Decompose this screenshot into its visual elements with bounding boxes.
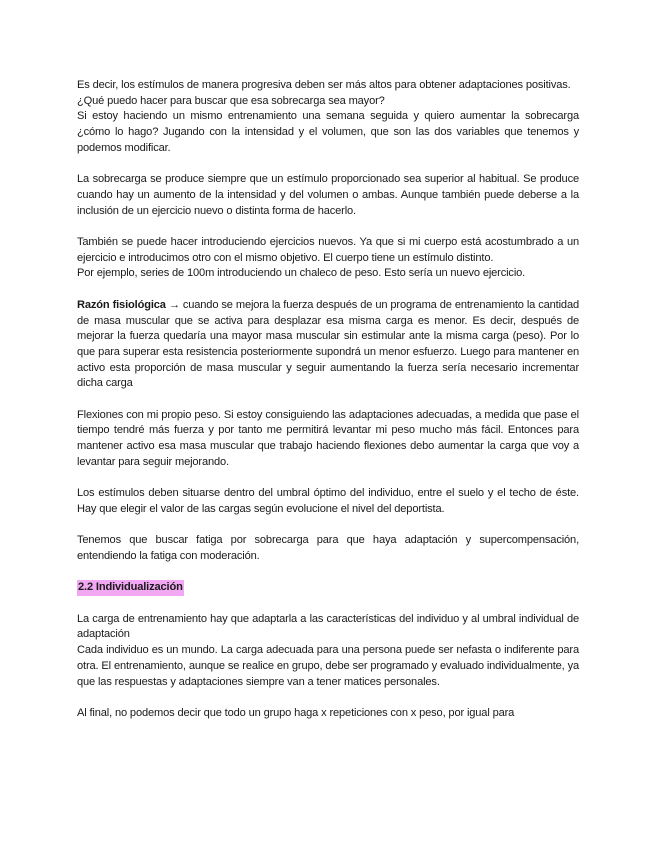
physiological-reason-label: Razón fisiológica bbox=[77, 298, 166, 311]
paragraph-overload-definition: La sobrecarga se produce siempre que un estímulo proporcionado sea superior al habitual. Se produce cuando hay un aumento de la intensidad y del volumen o ambas. Aunque también puede deberse a la inclusión de un ejercicio nuevo o distinta forma de hacerlo. bbox=[77, 173, 579, 217]
physiological-reason-text: → cuando se mejora la fuerza después de un programa de entrenamiento la cantidad de masa muscular que se activa para desplazar esa misma carga es menor. Es decir, después de mejorar la fuerza quedaría una mayor masa muscular sin estimular ante la misma carga (peso). Por lo que para superar esta resistencia posteriormente supondrá un menor esfuerzo. Luego para mantener en activo esta proporción de masa muscular y seguir aumentando la fuerza sería necesario incrementar dicha carga bbox=[77, 298, 579, 390]
section-heading-individualization: 2.2 Individualización bbox=[77, 580, 184, 596]
spacer bbox=[77, 219, 579, 235]
paragraph-optimal-threshold: Los estímulos deben situarse dentro del umbral óptimo del individuo, entre el suelo y el techo de éste. Hay que elegir el valor de las cargas según evolucione el nivel del deportista. bbox=[77, 487, 579, 515]
paragraph-training-load: La carga de entrenamiento hay que adaptarla a las características del individuo y al umbral individual de adaptación bbox=[77, 612, 579, 641]
spacer bbox=[77, 392, 579, 408]
spacer bbox=[77, 690, 579, 706]
spacer bbox=[77, 282, 579, 298]
spacer bbox=[77, 518, 579, 534]
paragraph-question: ¿Qué puedo hacer para buscar que esa sobrecarga sea mayor? bbox=[77, 94, 385, 107]
paragraph-physiological-reason bbox=[77, 298, 579, 392]
paragraph-pushups: Flexiones con mi propio peso. Si estoy consiguiendo las adaptaciones adecuadas, a medida que pase el tiempo tendré más fuerza y por tanto me permitirá levantar mi peso mucho más fácil. Entonces para mantener activo esa masa muscular que trabajo haciendo flexiones debo aumentar la carga que voy a levantar para seguir mejorando. bbox=[77, 408, 579, 468]
paragraph-same-training: Si estoy haciendo un mismo entrenamiento una semana seguida y quiero aumentar la sobrecarga ¿cómo lo hago? Jugando con la intensidad y el volumen, que son las dos variables que tenemos y podemos modificar. bbox=[77, 110, 579, 154]
spacer bbox=[77, 596, 579, 612]
document-page bbox=[77, 78, 579, 722]
spacer bbox=[77, 471, 579, 487]
spacer bbox=[77, 157, 579, 173]
spacer bbox=[77, 565, 579, 581]
paragraph-example-vest: Por ejemplo, series de 100m introduciendo un chaleco de peso. Esto sería un nuevo ejercicio. bbox=[77, 267, 526, 280]
section-heading-wrapper bbox=[77, 580, 579, 596]
paragraph-final: Al final, no podemos decir que todo un grupo haga x repeticiones con x peso, por igual para bbox=[77, 706, 515, 719]
paragraph-progressive-stimuli: Es decir, los estímulos de manera progresiva deben ser más altos para obtener adaptaciones positivas. bbox=[77, 79, 571, 91]
paragraph-each-individual: Cada individuo es un mundo. La carga adecuada para una persona puede ser nefasta o indiferente para otra. El entrenamiento, aunque se realice en grupo, debe ser programado y evaluado individualmente, ya que las respuestas y adaptaciones siempre van a tener matices personales. bbox=[77, 644, 579, 688]
paragraph-new-exercises: También se puede hacer introduciendo ejercicios nuevos. Ya que si mi cuerpo está acostumbrado a un ejercicio e introducimos otro con el mismo objetivo. El cuerpo tiene un estímulo distinto. bbox=[77, 236, 579, 264]
paragraph-fatigue: Tenemos que buscar fatiga por sobrecarga para que haya adaptación y supercompensación, entendiendo la fatiga con moderación. bbox=[77, 534, 579, 562]
